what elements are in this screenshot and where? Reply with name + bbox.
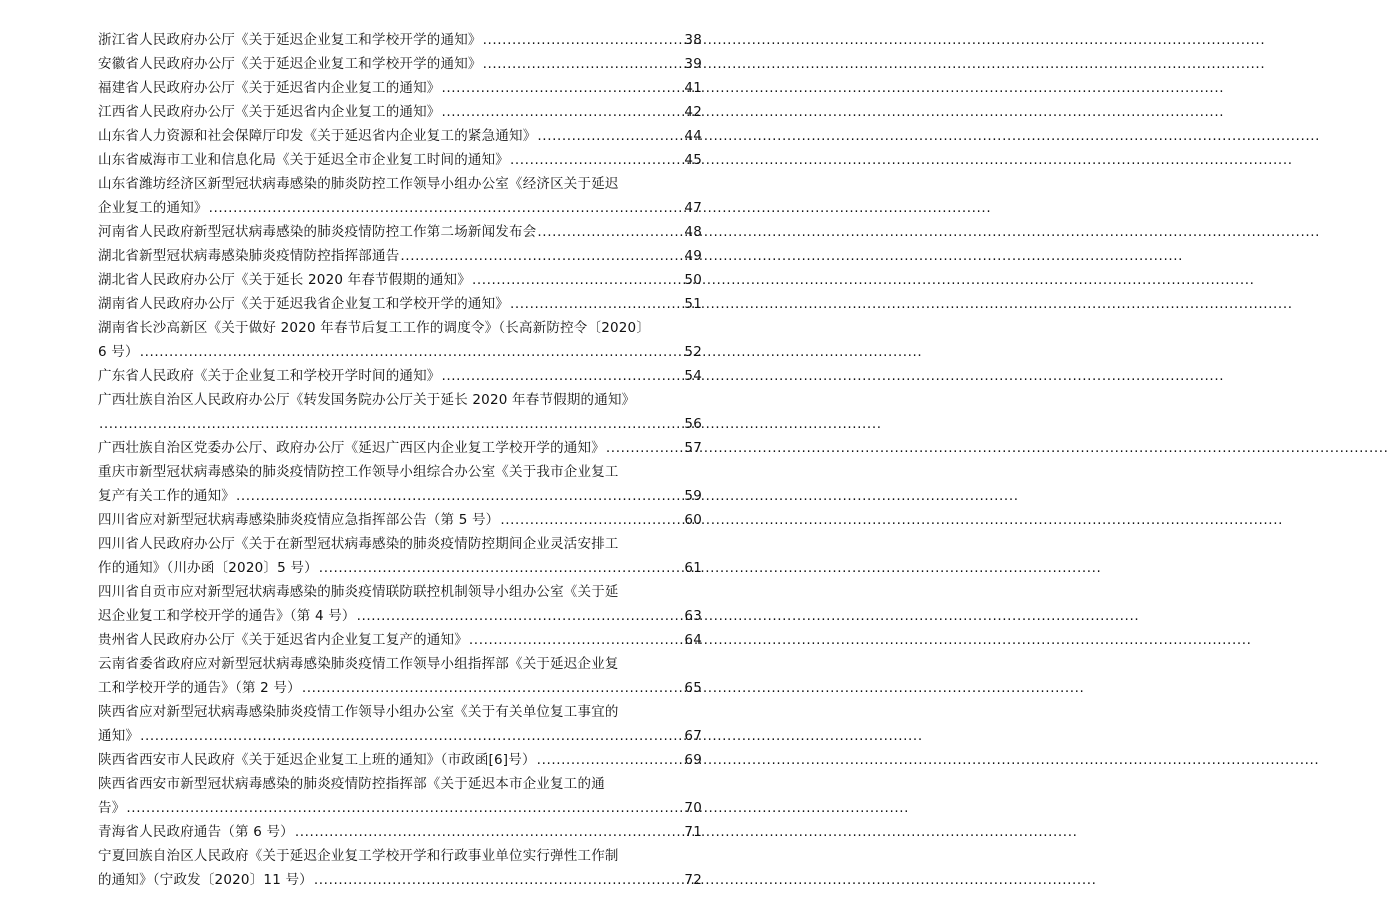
toc-page-number: 56	[684, 416, 702, 432]
toc-entry-text: 湖北省新型冠状病毒感染肺炎疫情防控指挥部通告	[98, 248, 400, 264]
toc-entry[interactable]	[98, 172, 702, 220]
toc-page-number: 52	[684, 344, 702, 360]
dot-leader	[295, 820, 683, 844]
dot-leader	[442, 364, 683, 388]
toc-entry[interactable]	[98, 700, 702, 748]
dot-leader	[209, 196, 683, 220]
dot-leader	[236, 484, 682, 508]
toc-page-number: 64	[684, 632, 702, 648]
toc-entry-text: 广西壮族自治区党委办公厅、政府办公厅《延迟广西区内企业复工学校开学的通知》	[98, 440, 605, 456]
toc-page-number: 67	[684, 728, 702, 744]
toc-page-number: 38	[684, 32, 702, 48]
toc-page-number: 63	[684, 608, 702, 624]
dot-leader	[140, 724, 682, 748]
toc-entry[interactable]	[98, 508, 702, 532]
toc-page-number: 65	[684, 680, 702, 696]
toc-entry[interactable]	[98, 628, 702, 652]
toc-entry-text: 广西壮族自治区人民政府办公厅《转发国务院办公厅关于延长 2020 年春节假期的通知》	[98, 392, 636, 408]
toc-page-number: 72	[684, 872, 702, 888]
toc-entry[interactable]	[98, 268, 702, 292]
toc-entry-text: 江西省人民政府办公厅《关于延迟省内企业复工的通知》	[98, 104, 441, 120]
toc-page-number: 41	[684, 80, 702, 96]
toc-page-number: 61	[684, 560, 702, 576]
toc-entry-text: 作的通知》（川办函〔2020〕5 号）	[98, 560, 318, 576]
toc-entry[interactable]	[98, 772, 702, 820]
toc-entry-text: 湖南省人民政府办公厅《关于延迟我省企业复工和学校开学的通知》	[98, 296, 509, 312]
dot-leader	[537, 220, 682, 244]
toc-entry[interactable]	[98, 844, 702, 892]
toc-entry-text: 青海省人民政府通告（第 6 号）	[98, 824, 294, 840]
toc-entry[interactable]	[98, 292, 702, 316]
toc-entry[interactable]	[98, 532, 702, 580]
toc-entry[interactable]	[98, 316, 702, 364]
toc-entry-text: 陕西省应对新型冠状病毒感染肺炎疫情工作领导小组办公室《关于有关单位复工事宜的	[98, 704, 619, 720]
toc-entry-text: 云南省委省政府应对新型冠状病毒感染肺炎疫情工作领导小组指挥部《关于延迟企业复	[98, 656, 619, 672]
toc-entry-text: 山东省人力资源和社会保障厅印发《关于延迟省内企业复工的紧急通知》	[98, 128, 537, 144]
toc-entry[interactable]	[98, 652, 702, 700]
toc-entry-text: 四川省应对新型冠状病毒感染肺炎疫情应急指挥部公告（第 5 号）	[98, 512, 500, 528]
toc-entry-text: 四川省自贡市应对新型冠状病毒感染的肺炎疫情联防联控机制领导小组办公室《关于延	[98, 584, 619, 600]
toc-entry[interactable]	[98, 748, 702, 772]
toc-entry-text: 迟企业复工和学校开学的通告》（第 4 号）	[98, 608, 356, 624]
dot-leader	[319, 556, 683, 580]
toc-entry-text: 6 号）	[98, 344, 139, 360]
toc-entry[interactable]	[98, 580, 702, 628]
dot-leader	[606, 436, 683, 460]
toc-entry[interactable]	[98, 52, 702, 76]
toc-entry[interactable]	[98, 244, 702, 268]
toc-entry-text: 浙江省人民政府办公厅《关于延迟企业复工和学校开学的通知》	[98, 32, 482, 48]
toc-page-number: 57	[684, 440, 702, 456]
toc-page-number: 54	[684, 368, 702, 384]
toc-page-number: 51	[684, 296, 702, 312]
toc-page-number: 69	[684, 752, 702, 768]
dot-leader	[99, 412, 682, 436]
toc-page-number: 42	[684, 104, 702, 120]
dot-leader	[510, 292, 682, 316]
toc-entry-text: 宁夏回族自治区人民政府《关于延迟企业复工学校开学和行政事业单位实行弹性工作制	[98, 848, 619, 864]
toc-entry[interactable]	[98, 148, 702, 172]
toc-entry[interactable]	[98, 220, 702, 244]
toc-page-number: 59	[684, 488, 702, 504]
dot-leader	[500, 508, 682, 532]
toc-page-number: 39	[684, 56, 702, 72]
dot-leader	[483, 52, 683, 76]
toc-entry[interactable]	[98, 100, 702, 124]
dot-leader	[126, 796, 682, 820]
toc-entry-text: 告》	[98, 800, 126, 816]
dot-leader	[140, 340, 683, 364]
toc-page-number: 44	[684, 128, 702, 144]
toc-entry-text: 山东省潍坊经济区新型冠状病毒感染的肺炎防控工作领导小组办公室《经济区关于延迟	[98, 176, 619, 192]
toc-entry[interactable]	[98, 124, 702, 148]
toc-entry[interactable]	[98, 388, 702, 436]
toc-entry-text: 广东省人民政府《关于企业复工和学校开学时间的通知》	[98, 368, 441, 384]
toc-entry-text: 贵州省人民政府办公厅《关于延迟省内企业复工复产的通知》	[98, 632, 468, 648]
toc-page-number: 71	[684, 824, 702, 840]
toc-entry[interactable]	[98, 364, 702, 388]
toc-entry-text: 陕西省西安市新型冠状病毒感染的肺炎疫情防控指挥部《关于延迟本市企业复工的通	[98, 776, 605, 792]
dot-leader	[469, 628, 683, 652]
toc-entry[interactable]	[98, 76, 702, 100]
toc-entry[interactable]	[98, 28, 702, 52]
toc-entry-text: 湖南省长沙高新区《关于做好 2020 年春节后复工工作的调度令》（长高新防控令〔2020〕	[98, 320, 651, 336]
toc-entry[interactable]	[98, 820, 702, 844]
toc-entry-text: 四川省人民政府办公厅《关于在新型冠状病毒感染的肺炎疫情防控期间企业灵活安排工	[98, 536, 619, 552]
dot-leader	[357, 604, 683, 628]
toc-page-number: 48	[684, 224, 702, 240]
toc-entry-text: 山东省威海市工业和信息化局《关于延迟全市企业复工时间的通知》	[98, 152, 509, 168]
toc-entry-text: 河南省人民政府新型冠状病毒感染的肺炎疫情防控工作第二场新闻发布会	[98, 224, 537, 240]
dot-leader	[442, 100, 683, 124]
dot-leader	[483, 28, 683, 52]
toc-page-number: 60	[684, 512, 702, 528]
toc-entry[interactable]	[98, 460, 702, 508]
toc-page-number: 70	[684, 800, 702, 816]
dot-leader	[472, 268, 682, 292]
toc-page-number: 50	[684, 272, 702, 288]
toc-entry-text: 安徽省人民政府办公厅《关于延迟企业复工和学校开学的通知》	[98, 56, 482, 72]
toc-entry-text: 复产有关工作的通知》	[98, 488, 235, 504]
toc-entry-text: 湖北省人民政府办公厅《关于延长 2020 年春节假期的通知》	[98, 272, 471, 288]
table-of-contents	[98, 28, 702, 892]
toc-page-number: 45	[684, 152, 702, 168]
toc-entry-text: 的通知》（宁政发〔2020〕11 号）	[98, 872, 313, 888]
toc-entry-text: 工和学校开学的通告》（第 2 号）	[98, 680, 301, 696]
toc-page-number: 49	[684, 248, 702, 264]
dot-leader	[442, 76, 683, 100]
toc-entry-text: 福建省人民政府办公厅《关于延迟省内企业复工的通知》	[98, 80, 441, 96]
toc-entry[interactable]	[98, 436, 702, 460]
dot-leader	[537, 124, 682, 148]
dot-leader	[400, 244, 682, 268]
toc-entry-text: 企业复工的通知》	[98, 200, 208, 216]
dot-leader	[302, 676, 683, 700]
toc-entry-text: 重庆市新型冠状病毒感染的肺炎疫情防控工作领导小组综合办公室《关于我市企业复工	[98, 464, 619, 480]
dot-leader	[537, 748, 683, 772]
toc-entry-text: 通知》	[98, 728, 140, 744]
toc-page-number: 47	[684, 200, 702, 216]
dot-leader	[510, 148, 682, 172]
dot-leader	[314, 868, 683, 892]
toc-entry-text: 陕西省西安市人民政府《关于延迟企业复工上班的通知》（市政函[6]号）	[98, 752, 536, 768]
